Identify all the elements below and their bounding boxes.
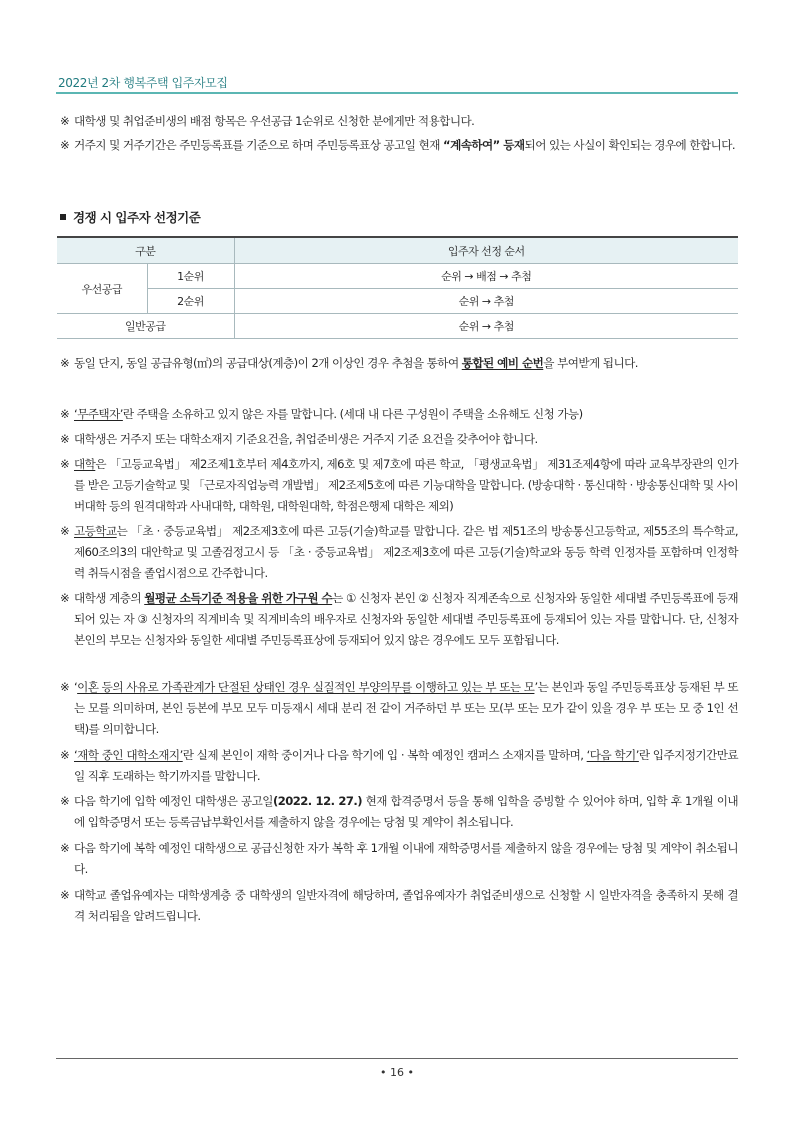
note-underlined-term: 고등학교 [74, 524, 117, 538]
note-mark: ※ [60, 524, 70, 538]
section-title-text: 경쟁 시 입주자 선정기준 [73, 210, 201, 225]
note-underlined-term: ‘재학 중인 대학소재지’ [74, 748, 183, 762]
note-mark: ※ [60, 680, 70, 694]
note-residence-requirement [60, 429, 738, 450]
note-underlined-term: 대학 [74, 457, 96, 471]
note-mark: ※ [60, 888, 70, 902]
note-homeless [60, 404, 738, 425]
note-mark: ※ [60, 114, 70, 128]
note-text-part: 란 입주지정기간만료일 직후 도래하는 학기까지를 말합니다. [74, 748, 738, 783]
note-text-part: 거주지 및 거주기간은 주민등록표를 기준으로 하며 주민등록표상 공고일 현재 [74, 138, 444, 152]
note-text [74, 353, 738, 374]
cell-priority-supply: 우선공급 [57, 264, 147, 314]
note-mark: ※ [60, 432, 70, 446]
note-mark: ※ [60, 748, 70, 762]
note-bold-text: 월평균 소득기준 적용을 위한 가구원 수 [144, 591, 333, 605]
cell-general-order: 순위 → 추첨 [234, 314, 738, 339]
square-bullet-icon [60, 214, 66, 220]
note-reserve-order [60, 353, 738, 374]
note-text-part: 되어 있는 사실이 확인되는 경우에 한합니다. [524, 138, 736, 152]
note-mark: ※ [60, 138, 70, 152]
note-text-part: ‘ [74, 680, 78, 694]
table-row [57, 264, 738, 289]
selection-criteria-table [57, 236, 738, 339]
cell-rank1: 1순위 [147, 264, 234, 289]
note-text-part: 란 주택을 소유하고 있지 않은 자를 말합니다. (세대 내 다른 구성원이 주택을 소유해도 신청 가능) [122, 407, 583, 421]
note-residence [60, 135, 738, 156]
note-bold-text: 통합된 예비 순번 [461, 356, 544, 370]
table-row [57, 314, 738, 339]
note-text-part: 동일 단지, 동일 공급유형(㎡)의 공급대상(계층)이 2개 이상인 경우 추첨을 통하여 [74, 356, 462, 370]
note-mark: ※ [60, 794, 70, 808]
note-mark: ※ [60, 841, 70, 855]
note-campus-location [60, 745, 738, 787]
note-text: 다음 학기에 복학 예정인 대학생으로 공급신청한 자가 복학 후 1개월 이내에 재학증명서를 제출하지 않을 경우에는 당첨 및 계약이 취소됩니다. [74, 841, 738, 876]
note-text-part: 는 ① 신청자 본인 ② 신청자 직계존속으로 신청자와 동일한 세대별 주민등록표에 등재되어 있는 자 ③ 신청자의 직계비속 및 직계비속의 배우자로 신청자와 동일한 세대별 주민등록표에 등재되어 있는 자를 말합니다. 단, 신청자 본인의 부모는 신청자와 동일한 세대별 주민등록표상에 등재되어 있지 않은 경우에도 모두 포함됩니다. [74, 591, 738, 647]
note-graduation-deferral [60, 885, 738, 927]
note-text [74, 135, 738, 156]
note-underlined-term: ‘무주택자’ [74, 407, 123, 421]
note-mark: ※ [60, 457, 70, 471]
note-text [74, 404, 738, 425]
note-admission-proof [60, 791, 738, 833]
note-text [74, 745, 738, 787]
note-household-members [60, 588, 738, 651]
note-underlined-term: ‘다음 학기’ [586, 748, 639, 762]
footer-divider [56, 1058, 738, 1059]
note-highschool-definition [60, 521, 738, 584]
note-text-part: 대학생 계층의 [74, 591, 145, 605]
note-text [74, 521, 738, 584]
header-title: 2022년 2차 행복주택 입주자모집 [58, 76, 228, 90]
note-text: 대학생 및 취업준비생의 배점 항목은 우선공급 1순위로 신청한 분에게만 적용합니다. [74, 114, 475, 128]
table-row [57, 289, 738, 314]
cell-rank2: 2순위 [147, 289, 234, 314]
note-parent-support [60, 677, 738, 740]
cell-rank1-order: 순위 → 배점 → 추첨 [234, 264, 738, 289]
note-mark: ※ [60, 356, 70, 370]
note-text [74, 588, 738, 651]
note-return-to-school [60, 838, 738, 880]
note-text: 대학생은 거주지 또는 대학소재지 기준요건을, 취업준비생은 거주지 기준 요건을 갖추어야 합니다. [74, 432, 538, 446]
note-text: 대학교 졸업유예자는 대학생계층 중 대학생의 일반자격에 해당하며, 졸업유예자가 취업준비생으로 신청할 시 일반자격을 충족하지 못해 결격 처리됨을 알려드립니다. [74, 888, 738, 923]
note-text-part: 는 「초 · 중등교육법」 제2조제3호에 따른 고등(기술)학교를 말합니다. 같은 법 제51조의 방송통신고등학교, 제55조의 특수학교, 제60조의3의 대안학교 및 고졸검정고시 등 「초 · 중등교육법」 제2조제3호에 따른 고등(기술)학교와 동등 학력 인정자를 포함하며 인정학력 취득시점을 졸업시점으로 간주합니다. [74, 524, 738, 580]
note-text-part: 을 부여받게 됩니다. [543, 356, 638, 370]
header-divider [56, 92, 738, 94]
cell-rank2-order: 순위 → 추첨 [234, 289, 738, 314]
note-text [74, 791, 738, 833]
note-text [74, 454, 738, 517]
header-category: 구분 [57, 237, 234, 264]
note-text-part: 현재 합격증명서 등을 통해 입학을 증빙할 수 있어야 하며, 입학 후 1개월 이내에 입학증명서 또는 등록금납부확인서를 제출하지 않을 경우에는 당첨 및 계약이 취소됩니다. [74, 794, 738, 829]
note-underlined-term: 이혼 등의 사유로 가족관계가 단절된 상태인 경우 실질적인 부양의무를 이행하고 있는 부 또는 모 [77, 680, 535, 694]
note-text-part: ’는 본인과 동일 주민등록표상 등재된 부 또는 모를 의미하며, 본인 등본에 부모 모두 미등재시 세대 분리 전 같이 거주하던 부 또는 모(부 또는 모가 같이 있을 경우 부 또는 모 중 1인 선택)를 의미합니다. [74, 680, 738, 736]
note-mark: ※ [60, 407, 70, 421]
note-university-definition [60, 454, 738, 517]
note-text-part: 다음 학기에 입학 예정인 대학생은 공고일 [74, 794, 273, 808]
note-text [74, 677, 738, 740]
note-mark: ※ [60, 591, 70, 605]
note-text-part: 란 실제 본인이 재학 중이거나 다음 학기에 입 · 복학 예정인 캠퍼스 소재지를 말하며, [182, 748, 587, 762]
note-scoring-items [60, 111, 738, 132]
section-title [60, 208, 200, 226]
cell-general-supply: 일반공급 [57, 314, 234, 339]
table-header-row [57, 237, 738, 264]
page-number: • 16 • [380, 1066, 414, 1079]
header-order: 입주자 선정 순서 [234, 237, 738, 264]
note-bold-text: “계속하여” 등재 [443, 138, 525, 152]
note-text-part: 은 「고등교육법」 제2조제1호부터 제4호까지, 제6호 및 제7호에 따른 학교, 「평생교육법」 제31조제4항에 따라 교육부장관의 인가를 받은 고등기술학교 및 「근로자직업능력 개발법」 제2조제5호에 따른 기능대학을 말합니다. (방송대학 · 통신대학 · 방송통신대학 및 사이버대학 등의 원격대학과 사내대학, 대학원, 대학원대학, 학점은행제 대학은 제외) [74, 457, 738, 513]
note-bold-text: (2022. 12. 27.) [272, 794, 363, 808]
